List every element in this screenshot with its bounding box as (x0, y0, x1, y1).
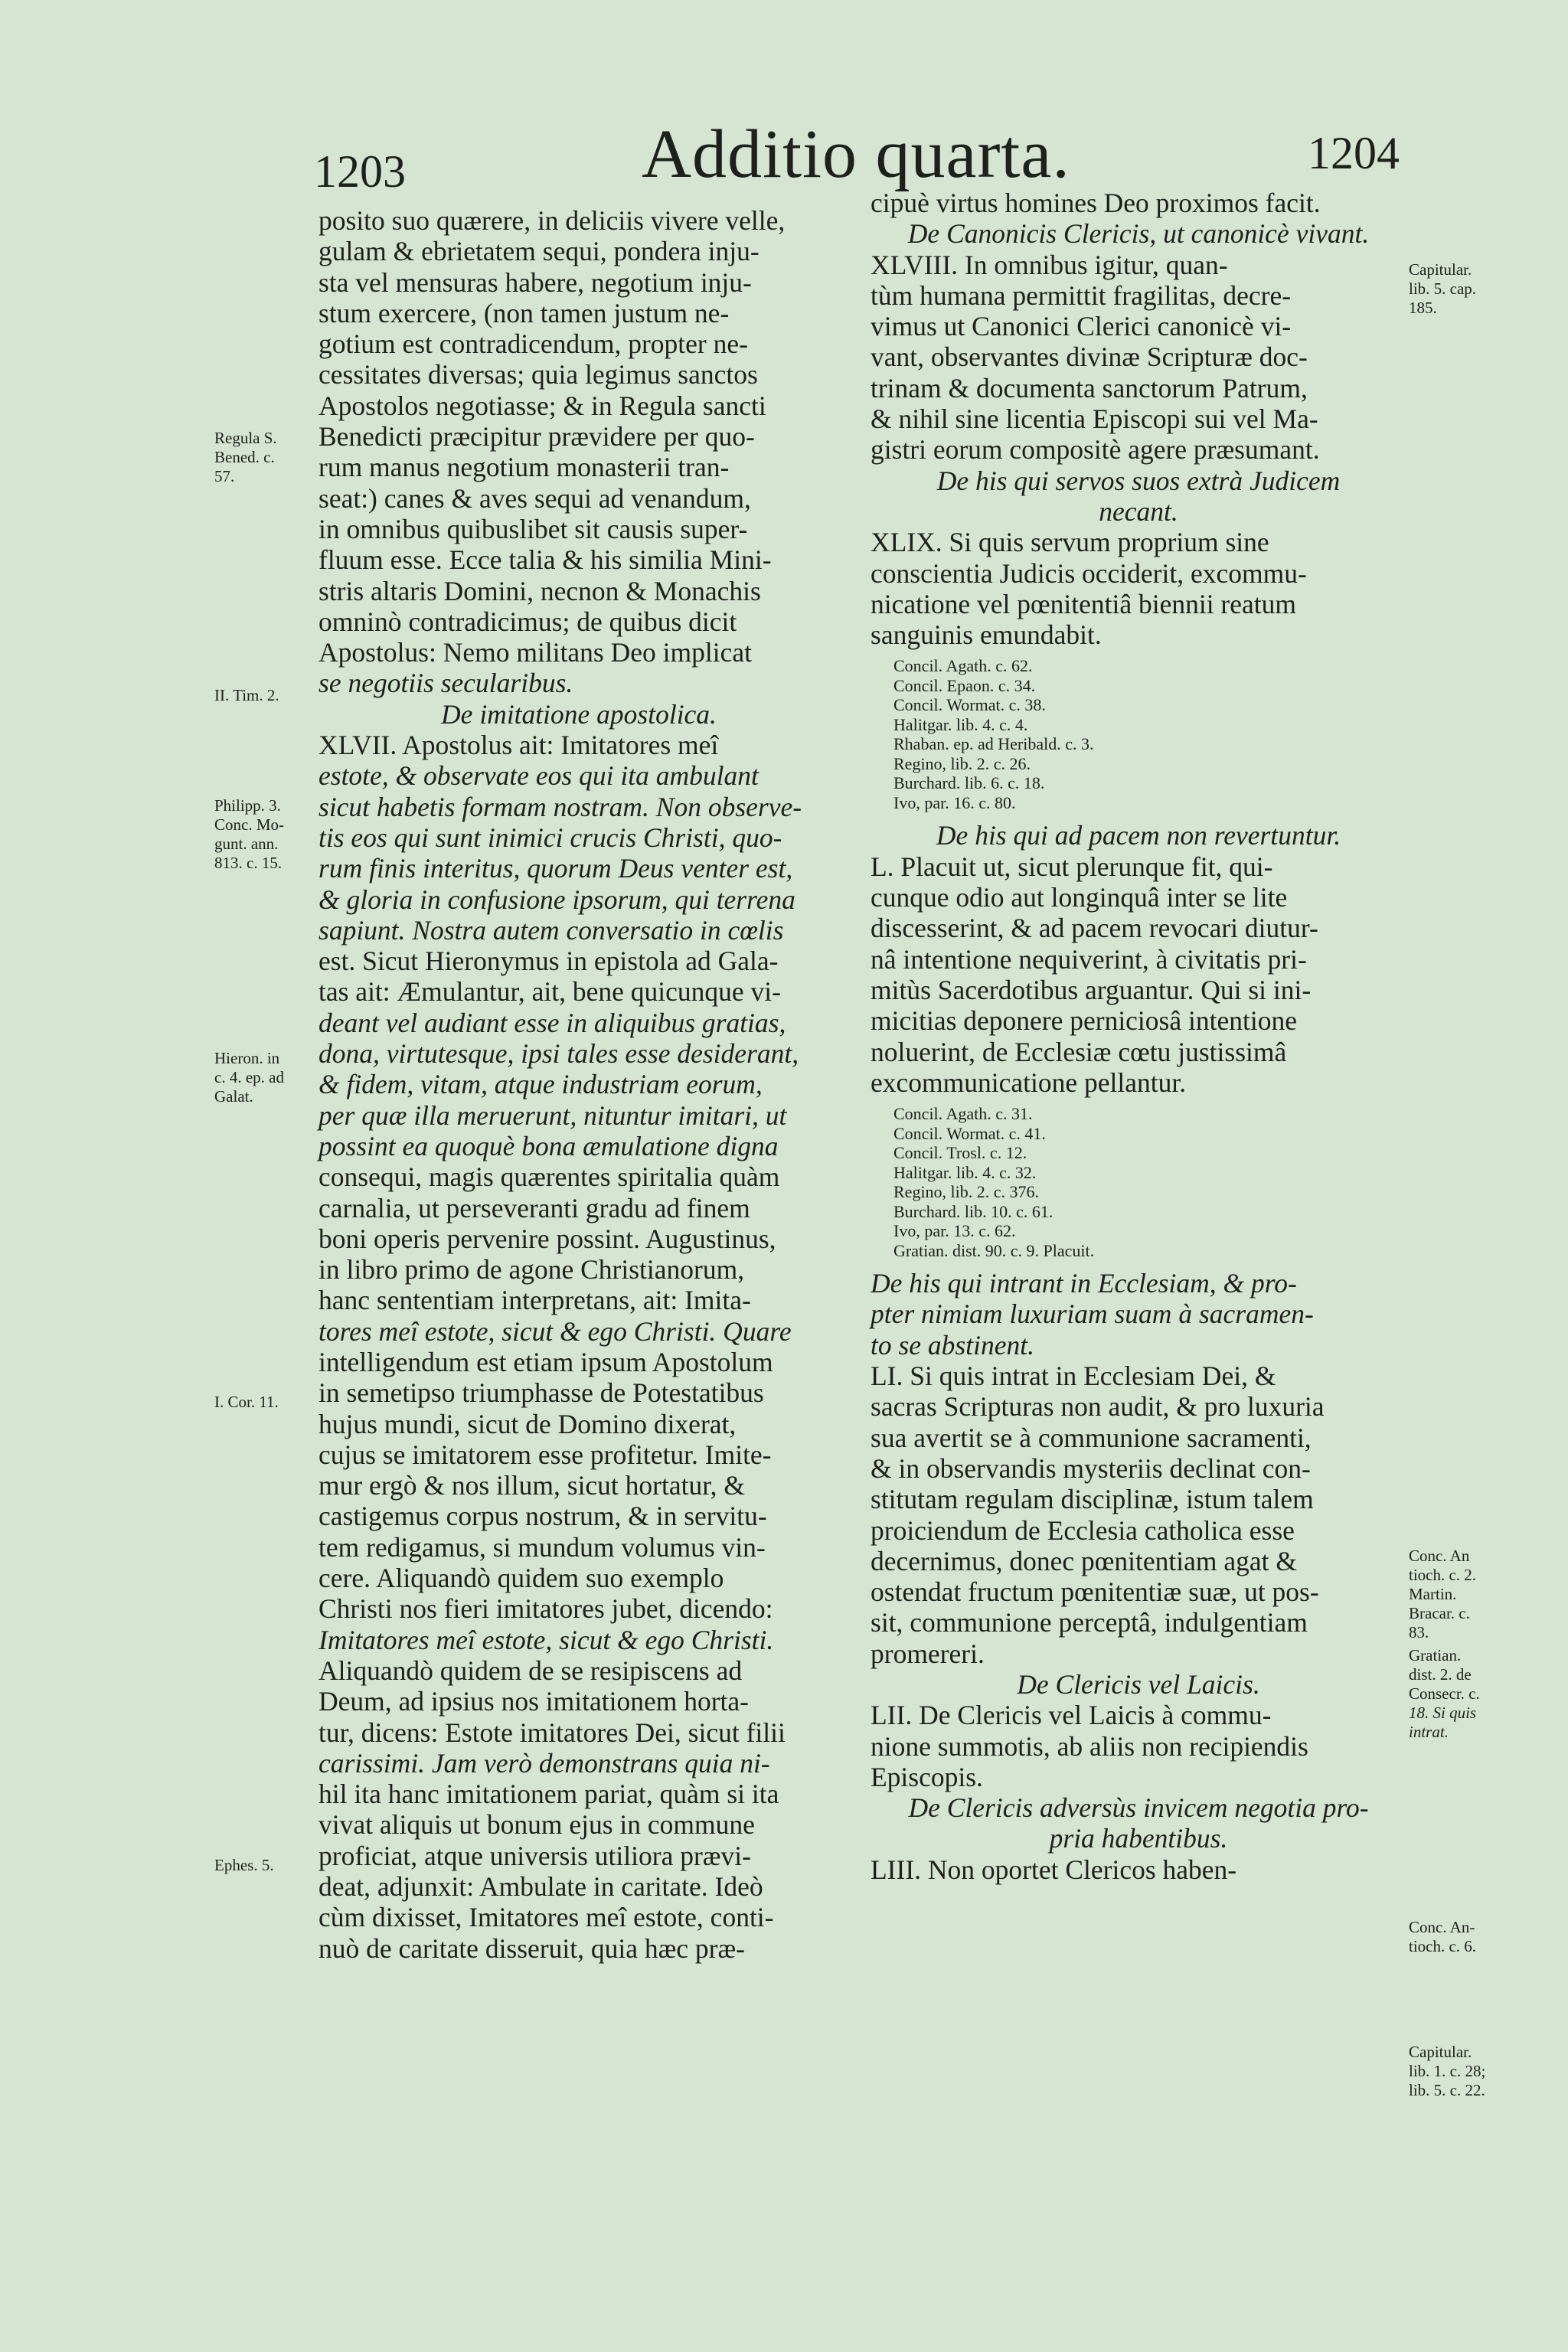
text-line: proficiat, atque universis utiliora prævi- (318, 1840, 751, 1871)
text-line: tur, dicens: Estote imitatores Dei, sicut filii (318, 1717, 786, 1748)
text-line: promereri. (871, 1638, 985, 1669)
reference-item: Burchard. lib. 10. c. 61. (893, 1201, 1054, 1221)
text-line: cessitates diversas; quia legimus sanctos (318, 359, 758, 390)
text-line: tas ait: Æmulantur, ait, bene quicunque vi- (318, 976, 781, 1008)
margin-note: tioch. c. 2. (1409, 1566, 1477, 1584)
margin-note: Ephes. 5. (214, 1856, 274, 1874)
text-line: sua avertit se à communione sacramenti, (871, 1422, 1312, 1453)
reference-item: Burchard. lib. 6. c. 18. (893, 773, 1045, 793)
reference-item: Concil. Agath. c. 31. (893, 1104, 1033, 1124)
text-line: nione summotis, ab aliis non recipiendis (871, 1730, 1308, 1762)
text-line: excommunicatione pellantur. (871, 1067, 1187, 1098)
text-line: posito suo quærere, in deliciis vivere velle, (318, 205, 786, 236)
text-line: deat, adjunxit: Ambulate in caritate. Ideò (318, 1871, 763, 1903)
text-line: tem redigamus, si mundum volumus vin- (318, 1531, 766, 1563)
page-number-right: 1204 (1308, 128, 1400, 178)
text-line: Episcopis. (871, 1761, 983, 1792)
margin-note: Consecr. c. (1409, 1684, 1480, 1703)
reference-list (871, 1104, 1406, 1260)
text-line: Apostolos negotiasse; & in Regula sancti (318, 390, 766, 421)
margin-note: Philipp. 3. (214, 796, 281, 815)
text-line: se negotiis secularibus. (318, 668, 573, 699)
section-heading: De Clericis vel Laicis. (1017, 1668, 1260, 1700)
section-heading: necant. (1099, 495, 1178, 527)
section-heading: pria habentibus. (1049, 1823, 1228, 1854)
text-line: mitùs Sacerdotibus arguantur. Qui si ini- (871, 974, 1312, 1005)
text-line: boni operis pervenire possint. Augustinus, (318, 1223, 776, 1254)
text-line: & fidem, vitam, atque industriam eorum, (318, 1069, 763, 1100)
margin-note: 83. (1409, 1623, 1429, 1642)
reference-item: Concil. Wormat. c. 41. (893, 1123, 1046, 1143)
text-line: cipuè virtus homines Deo proximos facit. (871, 188, 1321, 218)
margin-note: Bracar. c. (1409, 1604, 1470, 1622)
reference-item: Regino, lib. 2. c. 376. (893, 1182, 1040, 1202)
text-line: Benedicti præcipitur prævidere per quo- (318, 421, 755, 452)
margin-note: II. Tim. 2. (214, 686, 279, 704)
text-line: hujus mundi, sicut de Domino dixerat, (318, 1408, 737, 1439)
reference-item: Concil. Epaon. c. 34. (893, 675, 1036, 695)
page-title: Additio quarta. (642, 116, 1070, 192)
text-line: trinam & documenta sanctorum Patrum, (871, 372, 1308, 403)
reference-item: Concil. Agath. c. 62. (893, 656, 1033, 676)
text-line: tis eos qui sunt inimici crucis Christi, quo- (318, 822, 782, 853)
section-heading: De Canonicis Clericis, ut canonicè vivant. (907, 218, 1370, 250)
text-line: LI. Si quis intrat in Ecclesiam Dei, & (871, 1361, 1276, 1392)
margin-note: Hieron. in (214, 1049, 280, 1067)
text-line: gulam & ebrietatem sequi, pondera inju- (318, 236, 760, 267)
text-line: XLVII. Apostolus ait: Imitatores meî (318, 730, 719, 761)
margin-note: 18. Si quis (1409, 1704, 1477, 1722)
text-line: ostendat fructum pœnitentiæ suæ, ut pos- (871, 1576, 1319, 1608)
text-line: gistri eorum compositè agere præsumant. (871, 434, 1320, 466)
margin-note: lib. 5. c. 22. (1409, 2081, 1485, 2099)
text-line: cujus se imitatorem esse profitetur. Imite- (318, 1439, 772, 1470)
page-header (0, 115, 1568, 199)
text-line: Aliquandò quidem de se resipiscens ad (318, 1655, 743, 1686)
margin-note: Capitular. (1409, 2043, 1472, 2061)
text-line: sit, communione perceptâ, indulgentiam (871, 1607, 1308, 1638)
text-line: noluerint, de Ecclesiæ cœtu justissimâ (871, 1036, 1287, 1067)
text-line: omninò contradicimus; de quibus dicit (318, 606, 737, 637)
left-column (318, 205, 839, 1964)
text-line: nâ intentione nequiverint, à civitatis pri- (871, 943, 1307, 975)
margin-note: Capitular. (1409, 260, 1472, 279)
text-line: rum manus negotium monasterii tran- (318, 452, 730, 483)
text-line: mur ergò & nos illum, sicut hortatur, & (318, 1470, 745, 1501)
reference-item: Concil. Wormat. c. 38. (893, 695, 1046, 715)
text-line: seat:) canes & aves sequi ad venandum, (318, 482, 751, 514)
text-line: carnalia, ut perseveranti gradu ad finem (318, 1192, 750, 1223)
margin-note: I. Cor. 11. (214, 1393, 279, 1411)
text-line: in omnibus quibuslibet sit causis super- (318, 513, 748, 544)
text-line: vimus ut Canonici Clerici canonicè vi- (871, 311, 1292, 342)
reference-item: Gratian. dist. 90. c. 9. Placuit. (893, 1240, 1095, 1260)
text-line: in libro primo de agone Christianorum, (318, 1254, 745, 1285)
text-line: & nihil sine licentia Episcopi sui vel Ma- (871, 403, 1318, 435)
margin-note: 57. (214, 467, 235, 485)
margin-note: 185. (1409, 299, 1437, 317)
text-line: carissimi. Jam verò demonstrans quia ni- (318, 1747, 770, 1779)
reference-item: Rhaban. ep. ad Heribald. c. 3. (893, 734, 1094, 754)
section-heading: De his qui ad pacem non revertuntur. (936, 820, 1341, 851)
text-line: in semetipso triumphasse de Potestatibus (318, 1377, 764, 1409)
text-line: sanguinis emundabit. (871, 619, 1102, 651)
margin-note: tioch. c. 6. (1409, 1937, 1477, 1955)
section-heading: De Clericis adversùs invicem negotia pro- (908, 1792, 1369, 1824)
text-line: micitias deponere perniciosâ intentione (871, 1005, 1297, 1037)
margin-note: 813. c. 15. (214, 854, 283, 872)
text-line: proiciendum de Ecclesia catholica esse (871, 1514, 1295, 1546)
text-line: vant, observantes divinæ Scripturæ doc- (871, 341, 1308, 373)
page-number-left: 1203 (314, 146, 406, 197)
text-line: nicatione vel pœnitentiâ biennii reatum (871, 588, 1296, 619)
text-line: est. Sicut Hieronymus in epistola ad Gala- (318, 946, 779, 977)
text-line: tores meî estote, sicut & ego Christi. Quare (318, 1315, 792, 1347)
margin-note: Conc. Mo- (214, 815, 284, 834)
reference-item: Halitgar. lib. 4. c. 4. (893, 714, 1028, 734)
text-line: Christi nos fieri imitatores jubet, dicendo: (318, 1593, 773, 1625)
margin-note: lib. 1. c. 28; (1409, 2062, 1486, 2080)
text-line: estote, & observate eos qui ita ambulant (318, 760, 759, 792)
text-line: hil ita hanc imitationem pariat, quàm si ita (318, 1779, 779, 1810)
margin-note: lib. 5. cap. (1409, 279, 1477, 298)
text-line: fluum esse. Ecce talia & his similia Mini- (318, 544, 772, 576)
text-line: tùm humana permittit fragilitas, decre- (871, 279, 1292, 311)
text-line: deant vel audiant esse in aliquibus gratias, (318, 1007, 786, 1038)
text-line: rum finis interitus, quorum Deus venter est, (318, 853, 793, 884)
section-heading: to se abstinent. (871, 1329, 1034, 1361)
text-line: sicut habetis formam nostram. Non observe- (318, 791, 802, 822)
margin-note: intrat. (1409, 1723, 1449, 1741)
text-line: & in observandis mysteriis declinat con- (871, 1452, 1311, 1484)
right-column (871, 188, 1406, 1885)
text-line: sapiunt. Nostra autem conversatio in cœlis (318, 914, 784, 946)
text-line: hanc sententiam interpretans, ait: Imita- (318, 1285, 751, 1316)
text-line: LII. De Clericis vel Laicis à commu- (871, 1700, 1272, 1731)
reference-item: Halitgar. lib. 4. c. 32. (893, 1162, 1037, 1182)
section-heading: De his qui servos suos extrà Judicem (936, 465, 1341, 496)
margin-note: Martin. (1409, 1585, 1457, 1603)
text-line: stitutam regulam disciplinæ, istum talem (871, 1484, 1314, 1515)
text-line: consequi, magis quærentes spiritalia quàm (318, 1161, 780, 1193)
margin-note: c. 4. ep. ad (214, 1068, 284, 1086)
reference-item: Regino, lib. 2. c. 26. (893, 753, 1031, 773)
text-line: XLVIII. In omnibus igitur, quan- (871, 249, 1228, 280)
reference-item: Ivo, par. 13. c. 62. (893, 1221, 1016, 1241)
text-line: discesserint, & ad pacem revocari diutur- (871, 913, 1318, 944)
text-line: intelligendum est etiam ipsum Apostolum (318, 1346, 773, 1377)
text-line: conscientia Judicis occiderit, excommu- (871, 557, 1307, 589)
margin-note: Gratian. (1409, 1646, 1462, 1664)
text-line: & gloria in confusione ipsorum, qui terrena (318, 884, 795, 915)
text-line: cunque odio aut longinquâ inter se lite (871, 882, 1288, 913)
reference-list (871, 656, 1406, 812)
text-line: castigemus corpus nostrum, & in servitu- (318, 1501, 767, 1532)
text-line: dona, virtutesque, ipsi tales esse desiderant, (318, 1038, 799, 1070)
margin-note: Regula S. (214, 429, 277, 447)
reference-item: Concil. Trosl. c. 12. (893, 1143, 1027, 1163)
text-line: cùm dixisset, Imitatores meî estote, conti- (318, 1902, 774, 1933)
text-line: Deum, ad ipsius nos imitationem horta- (318, 1686, 750, 1717)
text-line: stum exercere, (non tamen justum ne- (318, 297, 730, 328)
text-line: LIII. Non oportet Clericos haben- (871, 1854, 1237, 1885)
text-line: XLIX. Si quis servum proprium sine (871, 527, 1269, 558)
text-line: per quæ illa meruerunt, nituntur imitari, ut (318, 1099, 787, 1131)
text-line: cere. Aliquandò quidem suo exemplo (318, 1563, 724, 1594)
section-heading: De his qui intrant in Ecclesiam, & pro- (871, 1268, 1297, 1299)
text-line: nuò de caritate disseruit, quia hæc præ- (318, 1932, 745, 1964)
reference-item: Ivo, par. 16. c. 80. (893, 792, 1016, 812)
text-line: L. Placuit ut, sicut plerunque fit, qui- (871, 851, 1273, 882)
section-heading: De imitatione apostolica. (441, 698, 717, 730)
margin-note: Conc. An- (1409, 1918, 1475, 1936)
text-line: sta vel mensuras habere, negotium inju- (318, 266, 752, 298)
text-line: possint ea quoquè bona æmulatione digna (318, 1130, 779, 1161)
text-line: vivat aliquis ut bonum ejus in commune (318, 1809, 755, 1841)
margin-note: Galat. (214, 1087, 253, 1106)
text-line: Apostolus: Nemo militans Deo implicat (318, 637, 752, 668)
margin-note: Bened. c. (214, 448, 275, 466)
text-line: sacras Scripturas non audit, & pro luxuria (871, 1391, 1325, 1423)
text-line: gotium est contradicendum, propter ne- (318, 328, 748, 360)
section-heading: pter nimiam luxuriam suam à sacramen- (871, 1298, 1314, 1330)
margin-note: gunt. ann. (214, 835, 279, 853)
margin-note: dist. 2. de (1409, 1665, 1472, 1684)
text-line: decernimus, donec pœnitentiam agat & (871, 1545, 1297, 1576)
text-line: Imitatores meî estote, sicut & ego Christi. (318, 1624, 774, 1655)
text-line: stris altaris Domini, necnon & Monachis (318, 575, 761, 606)
margin-note: Conc. An (1409, 1547, 1470, 1565)
